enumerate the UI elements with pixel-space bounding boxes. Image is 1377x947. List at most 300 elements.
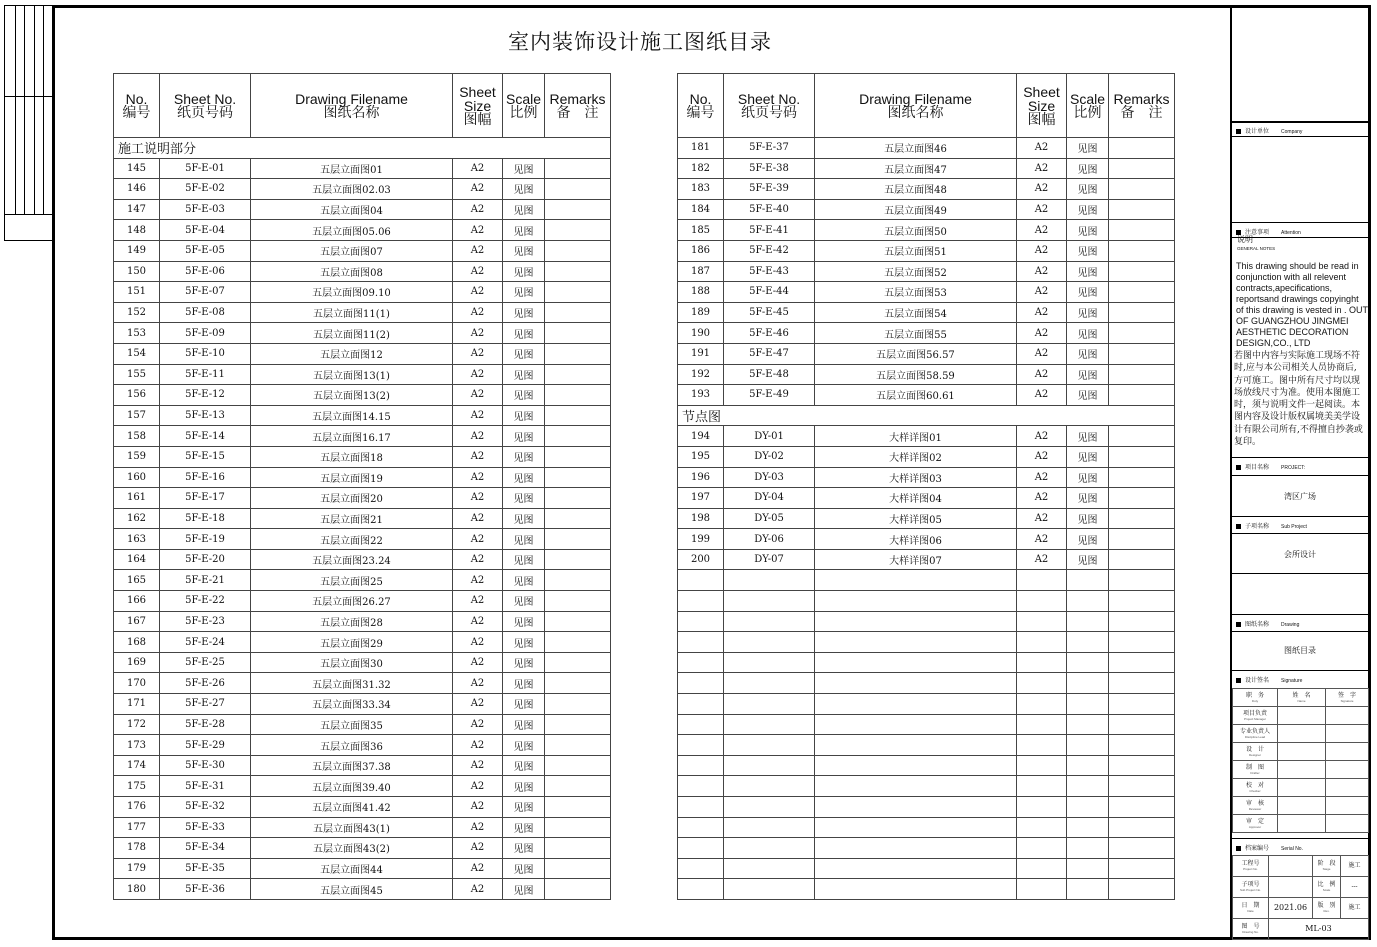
cell-sheet-no: 5F-E-12 — [160, 385, 251, 406]
cell-sheet-no — [724, 591, 815, 612]
signature-row — [1233, 797, 1369, 815]
signature-header: 签 字 Signature — [1326, 689, 1369, 707]
cell-sheet-no — [724, 735, 815, 756]
cell-remarks — [545, 302, 611, 323]
cell-sheet-no: 5F-E-17 — [160, 488, 251, 509]
cell-filename: 五层立面图13(1) — [251, 364, 453, 385]
cell-filename — [815, 632, 1017, 653]
cell-sheet-no: 5F-E-27 — [160, 694, 251, 715]
cell-scale: 见图 — [503, 652, 545, 673]
cell-filename: 大样详图02 — [815, 446, 1017, 467]
cell-no: 157 — [114, 405, 160, 426]
cell-filename: 五层立面图49 — [815, 199, 1017, 220]
cell-remarks — [545, 220, 611, 241]
cell-filename: 大样详图04 — [815, 488, 1017, 509]
catalog-table-right — [677, 73, 1175, 900]
cell-sheet-no: DY-06 — [724, 529, 815, 550]
cell-sheet-no: 5F-E-33 — [160, 817, 251, 838]
cell-scale: 见图 — [503, 385, 545, 406]
table-row — [678, 364, 1175, 385]
cell-remarks — [545, 426, 611, 447]
cell-no: 164 — [114, 549, 160, 570]
cell-no: 154 — [114, 343, 160, 364]
cell-filename: 五层立面图28 — [251, 611, 453, 632]
cell-size: A2 — [453, 179, 503, 200]
cell-size: A2 — [1017, 302, 1067, 323]
cell-scale — [1067, 694, 1109, 715]
cell-remarks — [1109, 652, 1175, 673]
signature-sign-cell — [1326, 797, 1369, 815]
cell-no — [678, 755, 724, 776]
cell-remarks — [1109, 632, 1175, 653]
cell-no: 196 — [678, 467, 724, 488]
table-row — [678, 652, 1175, 673]
cell-scale: 见图 — [503, 508, 545, 529]
cell-sheet-no: DY-03 — [724, 467, 815, 488]
cell-size — [1017, 591, 1067, 612]
cell-no: 200 — [678, 549, 724, 570]
binding-divider — [5, 214, 53, 215]
signature-sign-cell — [1326, 815, 1369, 833]
cell-sheet-no: 5F-E-36 — [160, 879, 251, 900]
cell-size: A2 — [453, 838, 503, 859]
cell-sheet-no: 5F-E-40 — [724, 199, 815, 220]
table-row — [114, 611, 611, 632]
table-row — [678, 817, 1175, 838]
cell-filename: 五层立面图55 — [815, 323, 1017, 344]
cell-no: 185 — [678, 220, 724, 241]
cell-remarks — [1109, 714, 1175, 735]
cell-remarks — [1109, 220, 1175, 241]
table-row — [114, 694, 611, 715]
cell-scale: 见图 — [1067, 508, 1109, 529]
cell-remarks — [1109, 199, 1175, 220]
table-row — [678, 673, 1175, 694]
cell-remarks — [545, 179, 611, 200]
section-title: 节点图 — [678, 405, 1175, 426]
cell-size: A2 — [453, 549, 503, 570]
cell-remarks — [1109, 343, 1175, 364]
cell-remarks — [1109, 570, 1175, 591]
cell-no: 197 — [678, 488, 724, 509]
cell-scale: 见图 — [1067, 549, 1109, 570]
table-row — [678, 879, 1175, 900]
cell-no — [678, 879, 724, 900]
cell-no: 161 — [114, 488, 160, 509]
cell-sheet-no: 5F-E-22 — [160, 591, 251, 612]
table-row — [678, 549, 1175, 570]
cell-no: 180 — [114, 879, 160, 900]
cell-sheet-no: DY-01 — [724, 426, 815, 447]
cell-scale — [1067, 611, 1109, 632]
cell-remarks — [1109, 549, 1175, 570]
cell-scale: 见图 — [503, 282, 545, 303]
cell-no: 169 — [114, 652, 160, 673]
cell-filename: 五层立面图20 — [251, 488, 453, 509]
cell-filename: 五层立面图56.57 — [815, 343, 1017, 364]
cell-filename: 五层立面图35 — [251, 714, 453, 735]
cell-no: 146 — [114, 179, 160, 200]
cell-sheet-no: 5F-E-20 — [160, 549, 251, 570]
cell-size: A2 — [453, 714, 503, 735]
cell-size: A2 — [453, 879, 503, 900]
cell-remarks — [1109, 158, 1175, 179]
cell-scale: 见图 — [1067, 199, 1109, 220]
company-heading: 设计单位 Company — [1236, 126, 1302, 135]
cell-sheet-no: 5F-E-18 — [160, 508, 251, 529]
cell-no: 145 — [114, 158, 160, 179]
table-row — [114, 673, 611, 694]
cell-filename: 五层立面图25 — [251, 570, 453, 591]
cell-scale: 见图 — [1067, 364, 1109, 385]
table-row — [114, 549, 611, 570]
table-row — [678, 591, 1175, 612]
cell-filename: 五层立面图52 — [815, 261, 1017, 282]
signature-table — [1232, 688, 1369, 833]
cell-scale — [1067, 735, 1109, 756]
cell-scale: 见图 — [503, 755, 545, 776]
cell-filename: 五层立面图45 — [251, 879, 453, 900]
cell-size: A2 — [453, 405, 503, 426]
cell-size: A2 — [453, 282, 503, 303]
cell-no: 156 — [114, 385, 160, 406]
cell-no — [678, 858, 724, 879]
cell-size: A2 — [453, 343, 503, 364]
cell-no: 176 — [114, 797, 160, 818]
table-row — [678, 488, 1175, 509]
cell-remarks — [545, 467, 611, 488]
table-row — [114, 755, 611, 776]
cell-size: A2 — [1017, 240, 1067, 261]
cell-scale: 见图 — [503, 776, 545, 797]
cell-filename: 大样详图01 — [815, 426, 1017, 447]
cell-scale: 见图 — [503, 199, 545, 220]
signature-row — [1233, 707, 1369, 725]
cell-scale — [1067, 858, 1109, 879]
cell-remarks — [545, 797, 611, 818]
tb-divider — [1232, 121, 1368, 123]
cell-scale: 见图 — [1067, 385, 1109, 406]
cell-remarks — [1109, 611, 1175, 632]
cell-size: A2 — [453, 446, 503, 467]
cell-size: A2 — [453, 323, 503, 344]
cell-remarks — [1109, 179, 1175, 200]
catalog-table-left — [113, 73, 611, 900]
cell-filename: 五层立面图13(2) — [251, 385, 453, 406]
cell-no — [678, 611, 724, 632]
cell-sheet-no: 5F-E-05 — [160, 240, 251, 261]
cell-size: A2 — [1017, 323, 1067, 344]
cell-size: A2 — [453, 570, 503, 591]
col-sheet-no: Sheet No. 纸页号码 — [160, 74, 251, 138]
table-row — [678, 694, 1175, 715]
cell-sheet-no: 5F-E-21 — [160, 570, 251, 591]
cell-no: 178 — [114, 838, 160, 859]
cell-size — [1017, 673, 1067, 694]
signature-sign-cell — [1326, 743, 1369, 761]
version-value: 施工 — [1341, 898, 1369, 919]
cell-scale: 见图 — [1067, 426, 1109, 447]
table-row — [678, 858, 1175, 879]
cell-filename: 五层立面图01 — [251, 158, 453, 179]
cell-no: 148 — [114, 220, 160, 241]
table-row — [114, 508, 611, 529]
cell-size: A2 — [1017, 364, 1067, 385]
cell-scale: 见图 — [503, 611, 545, 632]
table-row — [114, 838, 611, 859]
table-row — [678, 611, 1175, 632]
cell-remarks — [1109, 776, 1175, 797]
signature-role: 审 核 Reviewer — [1233, 797, 1278, 815]
cell-no: 193 — [678, 385, 724, 406]
table-row — [678, 179, 1175, 200]
signature-sign-cell — [1326, 707, 1369, 725]
table-row — [114, 858, 611, 879]
cell-remarks — [545, 570, 611, 591]
cell-size: A2 — [453, 755, 503, 776]
table-row — [678, 199, 1175, 220]
cell-size: A2 — [453, 776, 503, 797]
cell-no — [678, 652, 724, 673]
cell-size: A2 — [1017, 549, 1067, 570]
cell-remarks — [545, 405, 611, 426]
cell-sheet-no: 5F-E-01 — [160, 158, 251, 179]
serial-row — [1233, 919, 1369, 940]
cell-size: A2 — [1017, 261, 1067, 282]
cell-remarks — [545, 282, 611, 303]
cell-remarks — [1109, 591, 1175, 612]
cell-sheet-no: 5F-E-44 — [724, 282, 815, 303]
cell-scale: 见图 — [503, 879, 545, 900]
table-row — [114, 446, 611, 467]
table-row — [678, 735, 1175, 756]
cell-size — [1017, 632, 1067, 653]
cell-remarks — [1109, 364, 1175, 385]
table-row — [678, 838, 1175, 859]
cell-size: A2 — [1017, 282, 1067, 303]
cell-filename: 五层立面图31.32 — [251, 673, 453, 694]
notes-english: This drawing should be read in conjunction with all relevent contracts,apecifications, reportsand drawings copyinght of this drawing is vested in . OUT OF GUANGZHOU JINGMEI AESTHETIC DECORATION DESIGN,CO., LTD — [1236, 261, 1368, 348]
col-sheet-no: Sheet No. 纸页号码 — [724, 74, 815, 138]
cell-sheet-no — [724, 652, 815, 673]
signature-row — [1233, 779, 1369, 797]
cell-sheet-no: 5F-E-39 — [724, 179, 815, 200]
cell-remarks — [1109, 673, 1175, 694]
cell-no — [678, 632, 724, 653]
project-heading: 项目名称 PROJECT: — [1236, 462, 1305, 471]
serial-row — [1233, 877, 1369, 898]
col-no: No. 编号 — [114, 74, 160, 138]
cell-sheet-no — [724, 879, 815, 900]
tb-divider — [1232, 136, 1368, 137]
cell-remarks — [1109, 446, 1175, 467]
signature-heading: 设计签名 Signature — [1236, 675, 1302, 684]
cell-no: 175 — [114, 776, 160, 797]
cell-no: 192 — [678, 364, 724, 385]
cell-remarks — [1109, 694, 1175, 715]
cell-scale: 见图 — [503, 817, 545, 838]
cell-scale: 见图 — [503, 179, 545, 200]
cell-sheet-no: 5F-E-34 — [160, 838, 251, 859]
table-row — [678, 570, 1175, 591]
cell-size: A2 — [1017, 426, 1067, 447]
cell-remarks — [1109, 261, 1175, 282]
table-row — [114, 261, 611, 282]
project-no-label: 工程号 Project No. — [1233, 856, 1269, 877]
cell-sheet-no: 5F-E-38 — [724, 158, 815, 179]
cell-filename: 五层立面图50 — [815, 220, 1017, 241]
cell-scale — [1067, 714, 1109, 735]
table-row — [678, 529, 1175, 550]
cell-no: 174 — [114, 755, 160, 776]
cell-no: 195 — [678, 446, 724, 467]
cell-size: A2 — [453, 797, 503, 818]
cell-filename: 五层立面图26.27 — [251, 591, 453, 612]
cell-size: A2 — [1017, 179, 1067, 200]
tb-divider — [1232, 533, 1368, 534]
cell-size: A2 — [453, 426, 503, 447]
cell-no — [678, 694, 724, 715]
cell-remarks — [1109, 735, 1175, 756]
cell-sheet-no: 5F-E-47 — [724, 343, 815, 364]
cell-sheet-no: DY-02 — [724, 446, 815, 467]
cell-filename: 大样详图03 — [815, 467, 1017, 488]
cell-scale: 见图 — [503, 261, 545, 282]
tb-divider — [1232, 614, 1368, 615]
cell-sheet-no: 5F-E-16 — [160, 467, 251, 488]
cell-size — [1017, 776, 1067, 797]
cell-remarks — [545, 385, 611, 406]
cell-scale: 见图 — [503, 343, 545, 364]
cell-remarks — [545, 591, 611, 612]
cell-filename: 五层立面图37.38 — [251, 755, 453, 776]
cell-filename: 五层立面图58.59 — [815, 364, 1017, 385]
cell-no: 179 — [114, 858, 160, 879]
cell-remarks — [1109, 282, 1175, 303]
cell-size: A2 — [1017, 343, 1067, 364]
table-row — [678, 508, 1175, 529]
cell-no: 184 — [678, 199, 724, 220]
cell-scale: 见图 — [1067, 282, 1109, 303]
col-scale: Scale 比例 — [503, 74, 545, 138]
cell-filename: 五层立面图05.06 — [251, 220, 453, 241]
table-row — [114, 797, 611, 818]
cell-size: A2 — [453, 529, 503, 550]
cell-scale: 见图 — [1067, 179, 1109, 200]
table-row — [678, 240, 1175, 261]
drawing-no-label: 图 号 Drawing No. — [1233, 919, 1269, 940]
cell-sheet-no: 5F-E-28 — [160, 714, 251, 735]
cell-no: 160 — [114, 467, 160, 488]
cell-sheet-no: 5F-E-43 — [724, 261, 815, 282]
cell-no: 166 — [114, 591, 160, 612]
cell-filename: 五层立面图43(2) — [251, 838, 453, 859]
col-sheet-size: Sheet Size 图幅 — [453, 74, 503, 138]
cell-sheet-no: 5F-E-11 — [160, 364, 251, 385]
cell-filename: 大样详图06 — [815, 529, 1017, 550]
cell-remarks — [1109, 240, 1175, 261]
table-row — [114, 467, 611, 488]
cell-no: 149 — [114, 240, 160, 261]
signature-sign-cell — [1326, 725, 1369, 743]
project-no-value — [1269, 856, 1313, 877]
table-row — [114, 735, 611, 756]
cell-filename: 五层立面图04 — [251, 199, 453, 220]
cell-remarks — [1109, 385, 1175, 406]
cell-filename: 五层立面图60.61 — [815, 385, 1017, 406]
cell-no: 181 — [678, 138, 724, 159]
project-name: 湾区广场 — [1284, 492, 1316, 501]
cell-filename: 五层立面图16.17 — [251, 426, 453, 447]
cell-remarks — [545, 714, 611, 735]
notes-label: 说明 GENERAL NOTES — [1237, 235, 1276, 251]
cell-remarks — [545, 879, 611, 900]
cell-filename: 五层立面图11(1) — [251, 302, 453, 323]
cell-filename: 五层立面图36 — [251, 735, 453, 756]
cell-size — [1017, 879, 1067, 900]
cell-scale: 见图 — [503, 858, 545, 879]
cell-scale: 见图 — [503, 570, 545, 591]
cell-sheet-no: 5F-E-29 — [160, 735, 251, 756]
cell-sheet-no — [724, 838, 815, 859]
cell-scale — [1067, 797, 1109, 818]
cell-filename — [815, 879, 1017, 900]
cell-size — [1017, 652, 1067, 673]
cell-sheet-no: 5F-E-13 — [160, 405, 251, 426]
cell-remarks — [545, 858, 611, 879]
cell-no — [678, 673, 724, 694]
cell-sheet-no: 5F-E-49 — [724, 385, 815, 406]
cell-remarks — [545, 158, 611, 179]
cell-size: A2 — [1017, 385, 1067, 406]
cell-no: 170 — [114, 673, 160, 694]
cell-size — [1017, 817, 1067, 838]
cell-remarks — [545, 838, 611, 859]
table-row — [678, 467, 1175, 488]
cell-remarks — [545, 652, 611, 673]
cell-size: A2 — [453, 261, 503, 282]
cell-size: A2 — [1017, 529, 1067, 550]
cell-sheet-no: 5F-E-06 — [160, 261, 251, 282]
cell-sheet-no: 5F-E-35 — [160, 858, 251, 879]
cell-sheet-no — [724, 858, 815, 879]
signature-name-cell — [1278, 725, 1326, 743]
cell-scale: 见图 — [503, 714, 545, 735]
cell-size: A2 — [453, 817, 503, 838]
cell-scale: 见图 — [1067, 529, 1109, 550]
table-row — [114, 199, 611, 220]
cell-sheet-no — [724, 673, 815, 694]
cell-no: 168 — [114, 632, 160, 653]
table-row — [678, 426, 1175, 447]
cell-remarks — [1109, 508, 1175, 529]
cell-remarks — [1109, 488, 1175, 509]
signature-role: 专业负责人 Discipline Lead — [1233, 725, 1278, 743]
drawing-heading: 图纸名称 Drawing — [1236, 619, 1299, 628]
cell-sheet-no: DY-05 — [724, 508, 815, 529]
col-scale: Scale 比例 — [1067, 74, 1109, 138]
table-row — [678, 323, 1175, 344]
signature-role: 项目负责 Project Manager — [1233, 707, 1278, 725]
col-remarks: Remarks 备 注 — [1109, 74, 1175, 138]
cell-no: 187 — [678, 261, 724, 282]
table-row — [678, 776, 1175, 797]
drawing-name: 图纸目录 — [1284, 646, 1316, 655]
cell-size: A2 — [453, 385, 503, 406]
cell-scale — [1067, 879, 1109, 900]
cell-remarks — [1109, 755, 1175, 776]
cell-remarks — [1109, 817, 1175, 838]
